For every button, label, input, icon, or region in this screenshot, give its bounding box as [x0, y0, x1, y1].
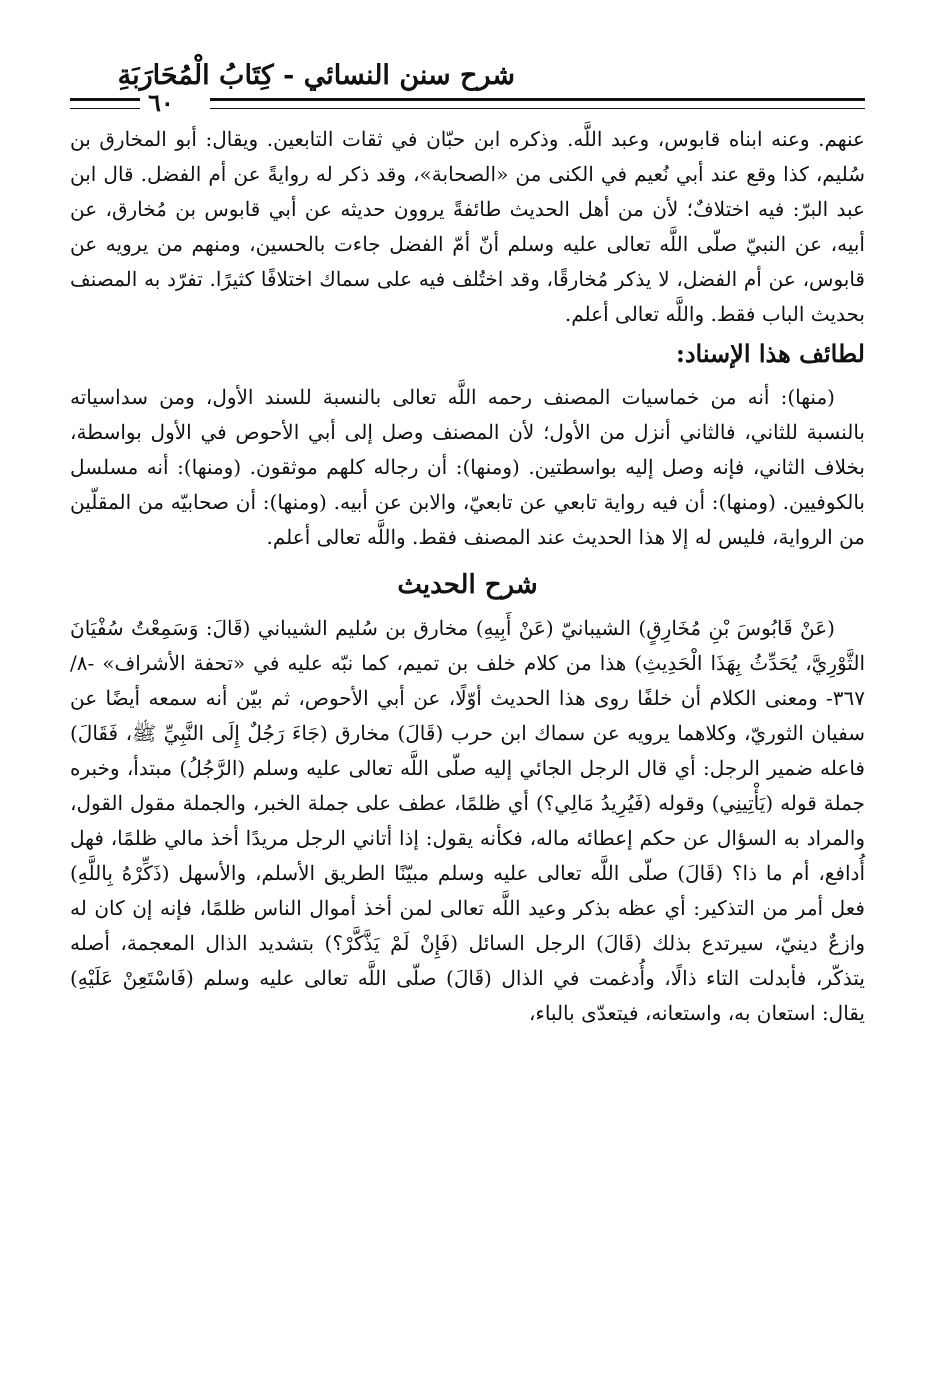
header-rule	[210, 98, 865, 109]
section-heading-sharh: شرح الحديث	[397, 570, 538, 600]
running-title: شرح سنن النسائي - كِتَابُ الْمُحَارَبَةِ	[117, 60, 515, 91]
page-number: ٦٠	[148, 88, 174, 117]
intro-paragraph: عنهم. وعنه ابناه قابوس، وعبد اللَّه. وذكره ابن حبّان في ثقات التابعين. ويقال: أبو المخارق بن سُليم، كذا وقع عند أبي نُعيم في الكنى من «الصحابة»، وقد ذكر له روايةً عن أم الفضل. قال ابن عبد البرّ: فيه اختلافٌ؛ لأن من أهل الحديث طائفةً يروون حديثه عن أبي قابوس بن مُخارق، عن أبيه، عن النبيّ صلّى اللَّه تعالى عليه وسلم أنّ أمّ الفضل جاءت بالحسين، ومنهم من يرويه عن قابوس، عن أم الفضل، لا يذكر مُخارقًا، وقد اختُلف فيه على سماك اختلافًا كثيرًا. تفرّد به المصنف بحديث الباب فقط. واللَّه تعالى أعلم.	[70, 127, 865, 326]
sharh-paragraph: (عَنْ قَابُوسَ بْنِ مُخَارِقٍ) الشيبانيّ (عَنْ أَبِيهِ) مخارق بن سُليم الشيباني (قَالَ: وَسَمِعْتُ سُفْيَانَ الثَّوْرِيَّ، يُحَدِّثُ بِهَذَا الْحَدِيثِ) هذا من كلام خلف بن تميم، كما نبّه عليه في «تحفة الأشراف» -٨/ ٣٦٧- ومعنى الكلام أن خلفًا روى هذا الحديث أوّلًا، عن أبي الأحوص، ثم بيّن أنه سمعه أيضًا عن سفيان الثوريّ، وكلاهما يرويه عن سماك ابن حرب (قَالَ) مخارق (جَاءَ رَجُلٌ إِلَى النَّبِيِّ ﷺ، فَقَالَ) فاعله ضمير الرجل: أي قال الرجل الجائي إليه صلّى اللَّه تعالى عليه وسلم (الرَّجُلُ) مبتدأ، وخبره جملة قوله (يَأْتِينِي) وقوله (فَيُرِيدُ مَالِي؟) أي ظلمًا، عطف على جملة الخبر، والجملة مقول القول، والمراد به السؤال عن حكم إعطائه ماله، فكأنه يقول: إذا أتاني الرجل مريدًا أخذ مالي ظلمًا، فهل أُدافع، أم ما ذا؟ (قَالَ) صلّى اللَّه تعالى عليه وسلم مبيّنًا الطريق الأسلم، والأسهل (ذَكِّرْهُ بِاللَّهِ) فعل أمر من التذكير: أي عظه بذكر وعيد اللَّه تعالى لمن أخذ أموال الناس ظلمًا، فإنه إن كان له وازعٌ دينيّ، سيرتدع بذلك (قَالَ) الرجل السائل (فَإِنْ لَمْ يَذَّكَّرْ؟) بتشديد الذال المعجمة، أصله يتذكّر، فأبدلت التاء ذالًا، وأُدغمت في الذال (قَالَ) صلّى اللَّه تعالى عليه وسلم (فَاسْتَعِنْ عَلَيْهِ) يقال: استعان به، واستعانه، فيتعدّى بالباء،	[70, 616, 865, 1025]
document-page	[70, 40, 865, 1340]
isnad-paragraph: (منها): أنه من خماسيات المصنف رحمه اللَّه تعالى بالنسبة للسند الأول، ومن سداسياته بالنسبة للثاني، فالثاني أنزل من الأول؛ لأن المصنف وصل إلى أبي الأحوص في الأول بواسطة، بخلاف الثاني، فإنه وصل إليه بواسطتين. (ومنها): أن رجاله كلهم موثقون. (ومنها): أنه مسلسل بالكوفيين. (ومنها): أن فيه رواية تابعي عن تابعيّ، والابن عن أبيه. (ومنها): أن صحابيّه من المقلّين من الرواية، فليس له إلا هذا الحديث عند المصنف فقط. واللَّه تعالى أعلم.	[70, 385, 866, 549]
header-rule-short	[70, 98, 140, 109]
page-header	[70, 40, 865, 117]
section-heading-isnad: لطائف هذا الإسناد:	[675, 339, 865, 368]
